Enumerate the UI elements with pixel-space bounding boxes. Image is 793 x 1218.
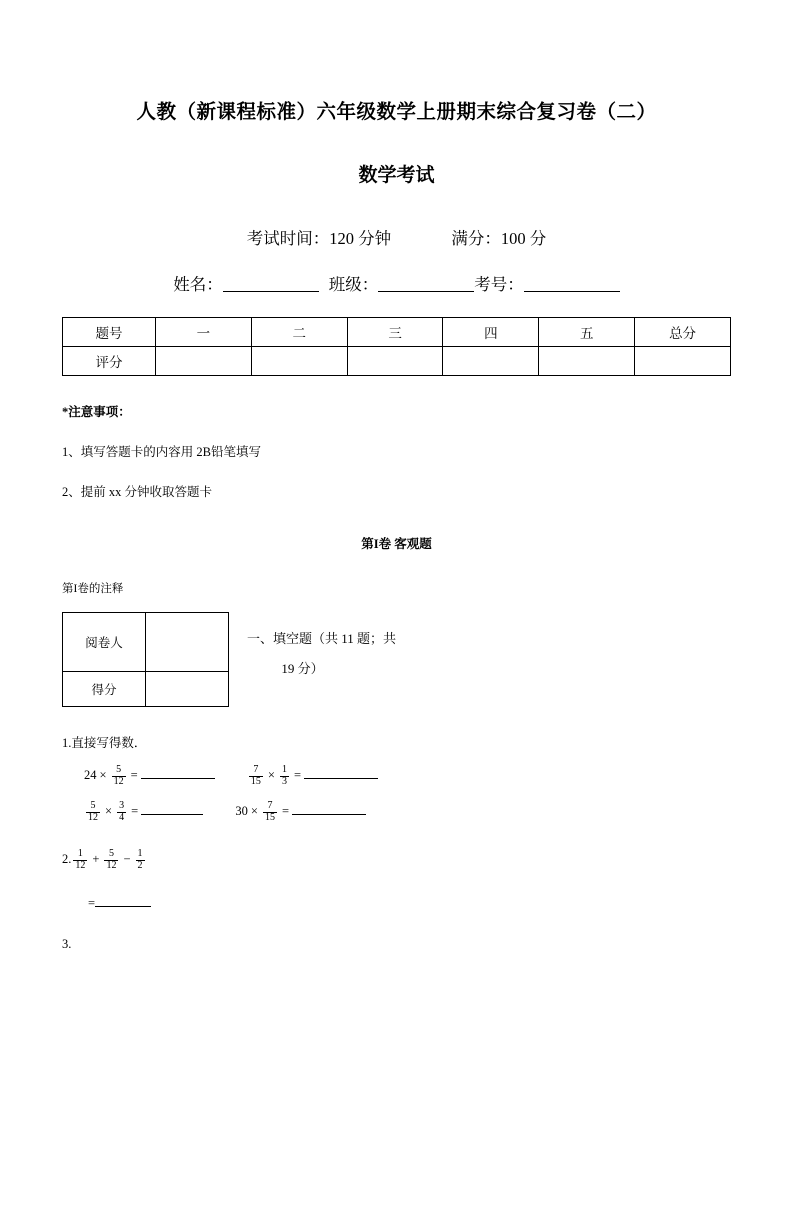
fraction-denominator: 4: [119, 811, 125, 823]
page-title: 人教（新课程标准）六年级数学上册期末综合复习卷（二）: [136, 102, 657, 123]
score-cell[interactable]: [443, 347, 539, 376]
notice-heading: *注意事项：: [62, 405, 131, 419]
fraction-numerator: 1: [137, 848, 143, 859]
expr-1-op: ×: [99, 767, 107, 782]
answer-blank[interactable]: [304, 767, 378, 779]
fraction-numerator: 5: [90, 800, 96, 811]
expr-op-2: −: [123, 851, 131, 866]
expr-4-equals: =: [281, 803, 289, 818]
fraction-denominator: 2: [137, 859, 143, 871]
score-cell[interactable]: [539, 347, 635, 376]
score-cell[interactable]: [347, 347, 443, 376]
fraction: [112, 765, 126, 787]
fraction: [86, 801, 100, 823]
fraction: [117, 801, 126, 823]
number-blank[interactable]: [524, 277, 620, 292]
section-heading: 第I卷 客观题: [361, 537, 432, 551]
table-row: [63, 613, 229, 672]
exam-meta: [62, 225, 731, 249]
answer-blank[interactable]: [141, 767, 215, 779]
class-label: 班级：: [328, 275, 379, 294]
fraction-numerator: 5: [116, 764, 122, 775]
expr-4-left: 30: [235, 803, 248, 818]
score-table-row-label: 评分: [63, 347, 156, 376]
score-cell[interactable]: [635, 347, 731, 376]
question-3: [62, 937, 731, 952]
score-cell[interactable]: [251, 347, 347, 376]
question-2-answer-line: [88, 895, 731, 911]
score-value-cell[interactable]: [146, 672, 229, 707]
score-label: 得分: [63, 672, 146, 707]
section-note: 第I卷的注释: [62, 583, 124, 595]
reviewer-value-cell[interactable]: [146, 613, 229, 672]
question-text: 直接写得数．: [71, 736, 147, 750]
table-row: [63, 318, 731, 347]
answer-blank[interactable]: [141, 803, 203, 815]
grader-area: [62, 612, 731, 707]
question-1-row-1: [84, 765, 731, 787]
score-table-header-cell: 总分: [635, 318, 731, 347]
fraction: [263, 801, 277, 823]
question-number: 3.: [62, 937, 72, 951]
fraction: [249, 765, 263, 787]
question-number: 1.: [62, 736, 72, 750]
fraction: [73, 849, 87, 871]
name-blank[interactable]: [223, 277, 319, 292]
question-1-row-2: [84, 801, 731, 823]
fraction-denominator: 12: [75, 859, 86, 871]
question-group-title: [247, 612, 396, 684]
expr-3-op: ×: [105, 803, 113, 818]
question-group-line1: 一、填空题（共 11 题；共: [247, 631, 397, 646]
fraction: [280, 765, 289, 787]
fraction-denominator: 15: [264, 811, 275, 823]
grader-table: [62, 612, 229, 707]
fraction-numerator: 7: [253, 764, 259, 775]
identity-line: [62, 271, 731, 295]
fraction: [104, 849, 118, 871]
score-table-header-cell: 一: [156, 318, 252, 347]
score-table-header-cell: 三: [347, 318, 443, 347]
subject-title: 数学考试: [358, 165, 435, 186]
expr-4-op: ×: [250, 803, 258, 818]
number-label: 考号：: [474, 275, 524, 294]
question-group-line2: 19 分）: [281, 661, 324, 676]
exam-time-label: 考试时间：120 分钟: [246, 229, 392, 248]
score-table-header-cell: 四: [443, 318, 539, 347]
notice-item: 1、填写答题卡的内容用 2B铅笔填写: [62, 445, 261, 459]
fraction-denominator: 12: [113, 775, 124, 787]
expr-2-op: ×: [267, 767, 275, 782]
expr-1-left: 24: [84, 767, 97, 782]
fraction-numerator: 7: [267, 800, 273, 811]
fraction-denominator: 12: [106, 859, 117, 871]
fraction-numerator: 3: [119, 800, 125, 811]
score-table-row-label: 题号: [63, 318, 156, 347]
score-table-header-cell: 五: [539, 318, 635, 347]
question-1: [62, 733, 731, 751]
table-row: [63, 672, 229, 707]
expr-3-equals: =: [131, 803, 139, 818]
exam-page: [0, 96, 793, 1218]
answer-blank[interactable]: [95, 895, 151, 907]
question-number: 2.: [62, 851, 72, 866]
total-score-label: 满分：100 分: [451, 229, 547, 248]
score-cell[interactable]: [156, 347, 252, 376]
fraction: [136, 849, 145, 871]
expr-op-1: +: [92, 851, 100, 866]
fraction-numerator: 1: [77, 848, 83, 859]
fraction-numerator: 1: [281, 764, 287, 775]
name-label: 姓名：: [173, 275, 223, 294]
notice-item: 2、提前 xx 分钟收取答题卡: [62, 485, 213, 499]
expr-1-equals: =: [130, 767, 138, 782]
fraction-denominator: 12: [88, 811, 98, 823]
question-2: [62, 849, 731, 871]
answer-blank[interactable]: [292, 803, 366, 815]
score-table: [62, 317, 731, 376]
table-row: [63, 347, 731, 376]
reviewer-label: 阅卷人: [63, 613, 146, 672]
fraction-denominator: 3: [281, 775, 287, 787]
score-table-header-cell: 二: [251, 318, 347, 347]
fraction-denominator: 15: [250, 775, 261, 787]
expr-2-equals: =: [293, 767, 301, 782]
class-blank[interactable]: [378, 277, 474, 292]
equals-sign: =: [88, 896, 96, 910]
fraction-numerator: 5: [108, 848, 114, 859]
